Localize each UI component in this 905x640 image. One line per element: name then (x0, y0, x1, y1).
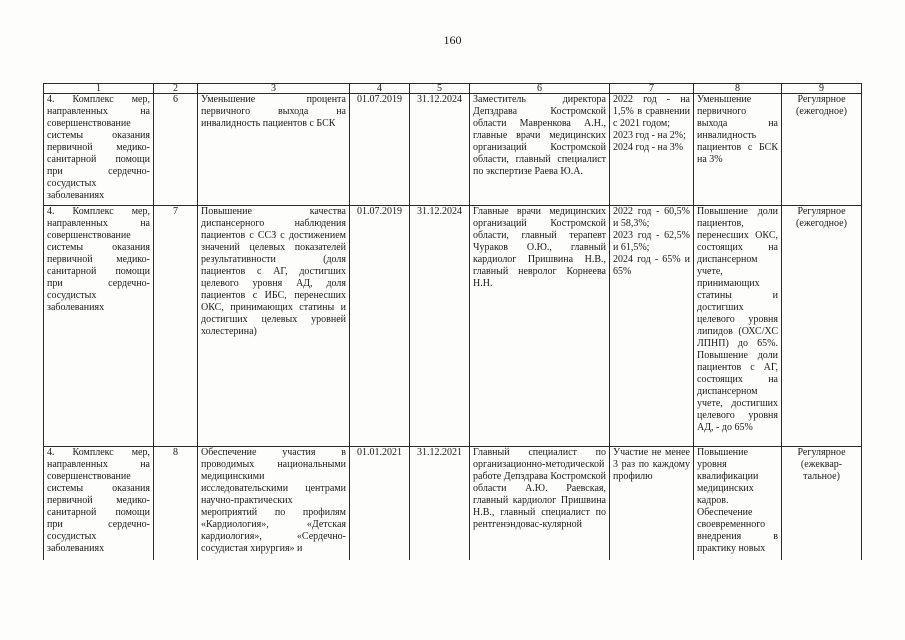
result-cell: Повышение уровня квалификации медицинских кадров. Обеспечение своевременного внедрения в практику новых (694, 447, 782, 561)
indicator-cell: 2022 год - на 1,5% в сравнении с 2021 годом; 2023 год - на 2%; 2024 год - на 3% (610, 94, 694, 206)
end-date-cell: 31.12.2024 (410, 94, 470, 206)
column-header-6: 6 (470, 84, 610, 94)
activity-cell: Повышение качества диспансерного наблюдения пациентов с ССЗ с достижением значений целевых показателей результативности (доля пациентов с АГ, достигших целевого уровня АД, доля пациентов с ИБС, перенесших ОКС, принимающих статины и достигших целевых уровней холестерина) (198, 206, 350, 447)
start-date-cell: 01.07.2019 (350, 206, 410, 447)
indicator-cell: Участие не менее 3 раз по каждому профилю (610, 447, 694, 561)
page-number: 160 (443, 33, 462, 47)
item-number-cell: 6 (154, 94, 198, 206)
start-date-cell: 01.01.2021 (350, 447, 410, 561)
column-header-7: 7 (610, 84, 694, 94)
measure-group-cell: 4. Комплекс мер, направленных на совершенствование системы оказания первичной медико-санитарной помощи при сердечно-сосудистых заболеваниях (44, 206, 154, 447)
end-date-cell: 31.12.2024 (410, 206, 470, 447)
measure-group-cell: 4. Комплекс мер, направленных на совершенствование системы оказания первичной медико-санитарной помощи при сердечно-сосудистых заболеваниях (44, 94, 154, 206)
measure-group-cell: 4. Комплекс мер, направленных на совершенствование системы оказания первичной медико-санитарной помощи при сердечно-сосудистых заболеваниях (44, 447, 154, 561)
column-header-2: 2 (154, 84, 198, 94)
header-row (44, 84, 862, 94)
item-number-cell: 7 (154, 206, 198, 447)
start-date-cell: 01.07.2019 (350, 94, 410, 206)
responsible-cell: Заместитель директора Депздрава Костромской области Мавренкова А.Н., главные врачи медицинских организаций Костромской области, главный специалист по экспертизе Раева Ю.А. (470, 94, 610, 206)
table-row (44, 94, 862, 206)
frequency-cell: Регулярное (ежегодное) (782, 206, 862, 447)
indicator-cell: 2022 год - 60,5% и 58,3%; 2023 год - 62,5% и 61,5%; 2024 год - 65% и 65% (610, 206, 694, 447)
column-header-4: 4 (350, 84, 410, 94)
table-row (44, 206, 862, 447)
column-header-8: 8 (694, 84, 782, 94)
activity-cell: Уменьшение процента первичного выхода на инвалидность пациентов с БСК (198, 94, 350, 206)
frequency-cell: Регулярное (ежеквар-тальное) (782, 447, 862, 561)
column-header-9: 9 (782, 84, 862, 94)
column-header-5: 5 (410, 84, 470, 94)
column-header-3: 3 (198, 84, 350, 94)
item-number-cell: 8 (154, 447, 198, 561)
table-row (44, 447, 862, 561)
frequency-cell: Регулярное (ежегодное) (782, 94, 862, 206)
activity-cell: Обеспечение участия в проводимых национальными медицинскими исследовательскими центрами научно-практических мероприятий по профилям «Кардиология», «Детская кардиология», «Сердечно-сосудистая хирургия» и (198, 447, 350, 561)
result-cell: Уменьшение первичного выхода на инвалидность пациентов с БСК на 3% (694, 94, 782, 206)
end-date-cell: 31.12.2021 (410, 447, 470, 561)
responsible-cell: Главные врачи медицинских организаций Костромской области, главный терапевт Чураков О.Ю., главный кардиолог Пришвина Н.В., главный невролог Корнеева Н.Н. (470, 206, 610, 447)
measures-table (43, 83, 862, 560)
responsible-cell: Главный специалист по организационно-методической работе Депздрава Костромской области А.Ю. Раевская, главный кардиолог Пришвина Н.В., главный специалист по рентгенэндовас-кулярной (470, 447, 610, 561)
column-header-1: 1 (44, 84, 154, 94)
result-cell: Повышение доли пациентов, перенесших ОКС, состоящих на диспансерном учете, принимающих статины и достигших целевого уровня липидов (ОХС/ХС ЛПНП) до 65%. Повышение доли пациентов с АГ, состоящих на диспансерном учете, достигших целевого уровня АД, - до 65% (694, 206, 782, 447)
